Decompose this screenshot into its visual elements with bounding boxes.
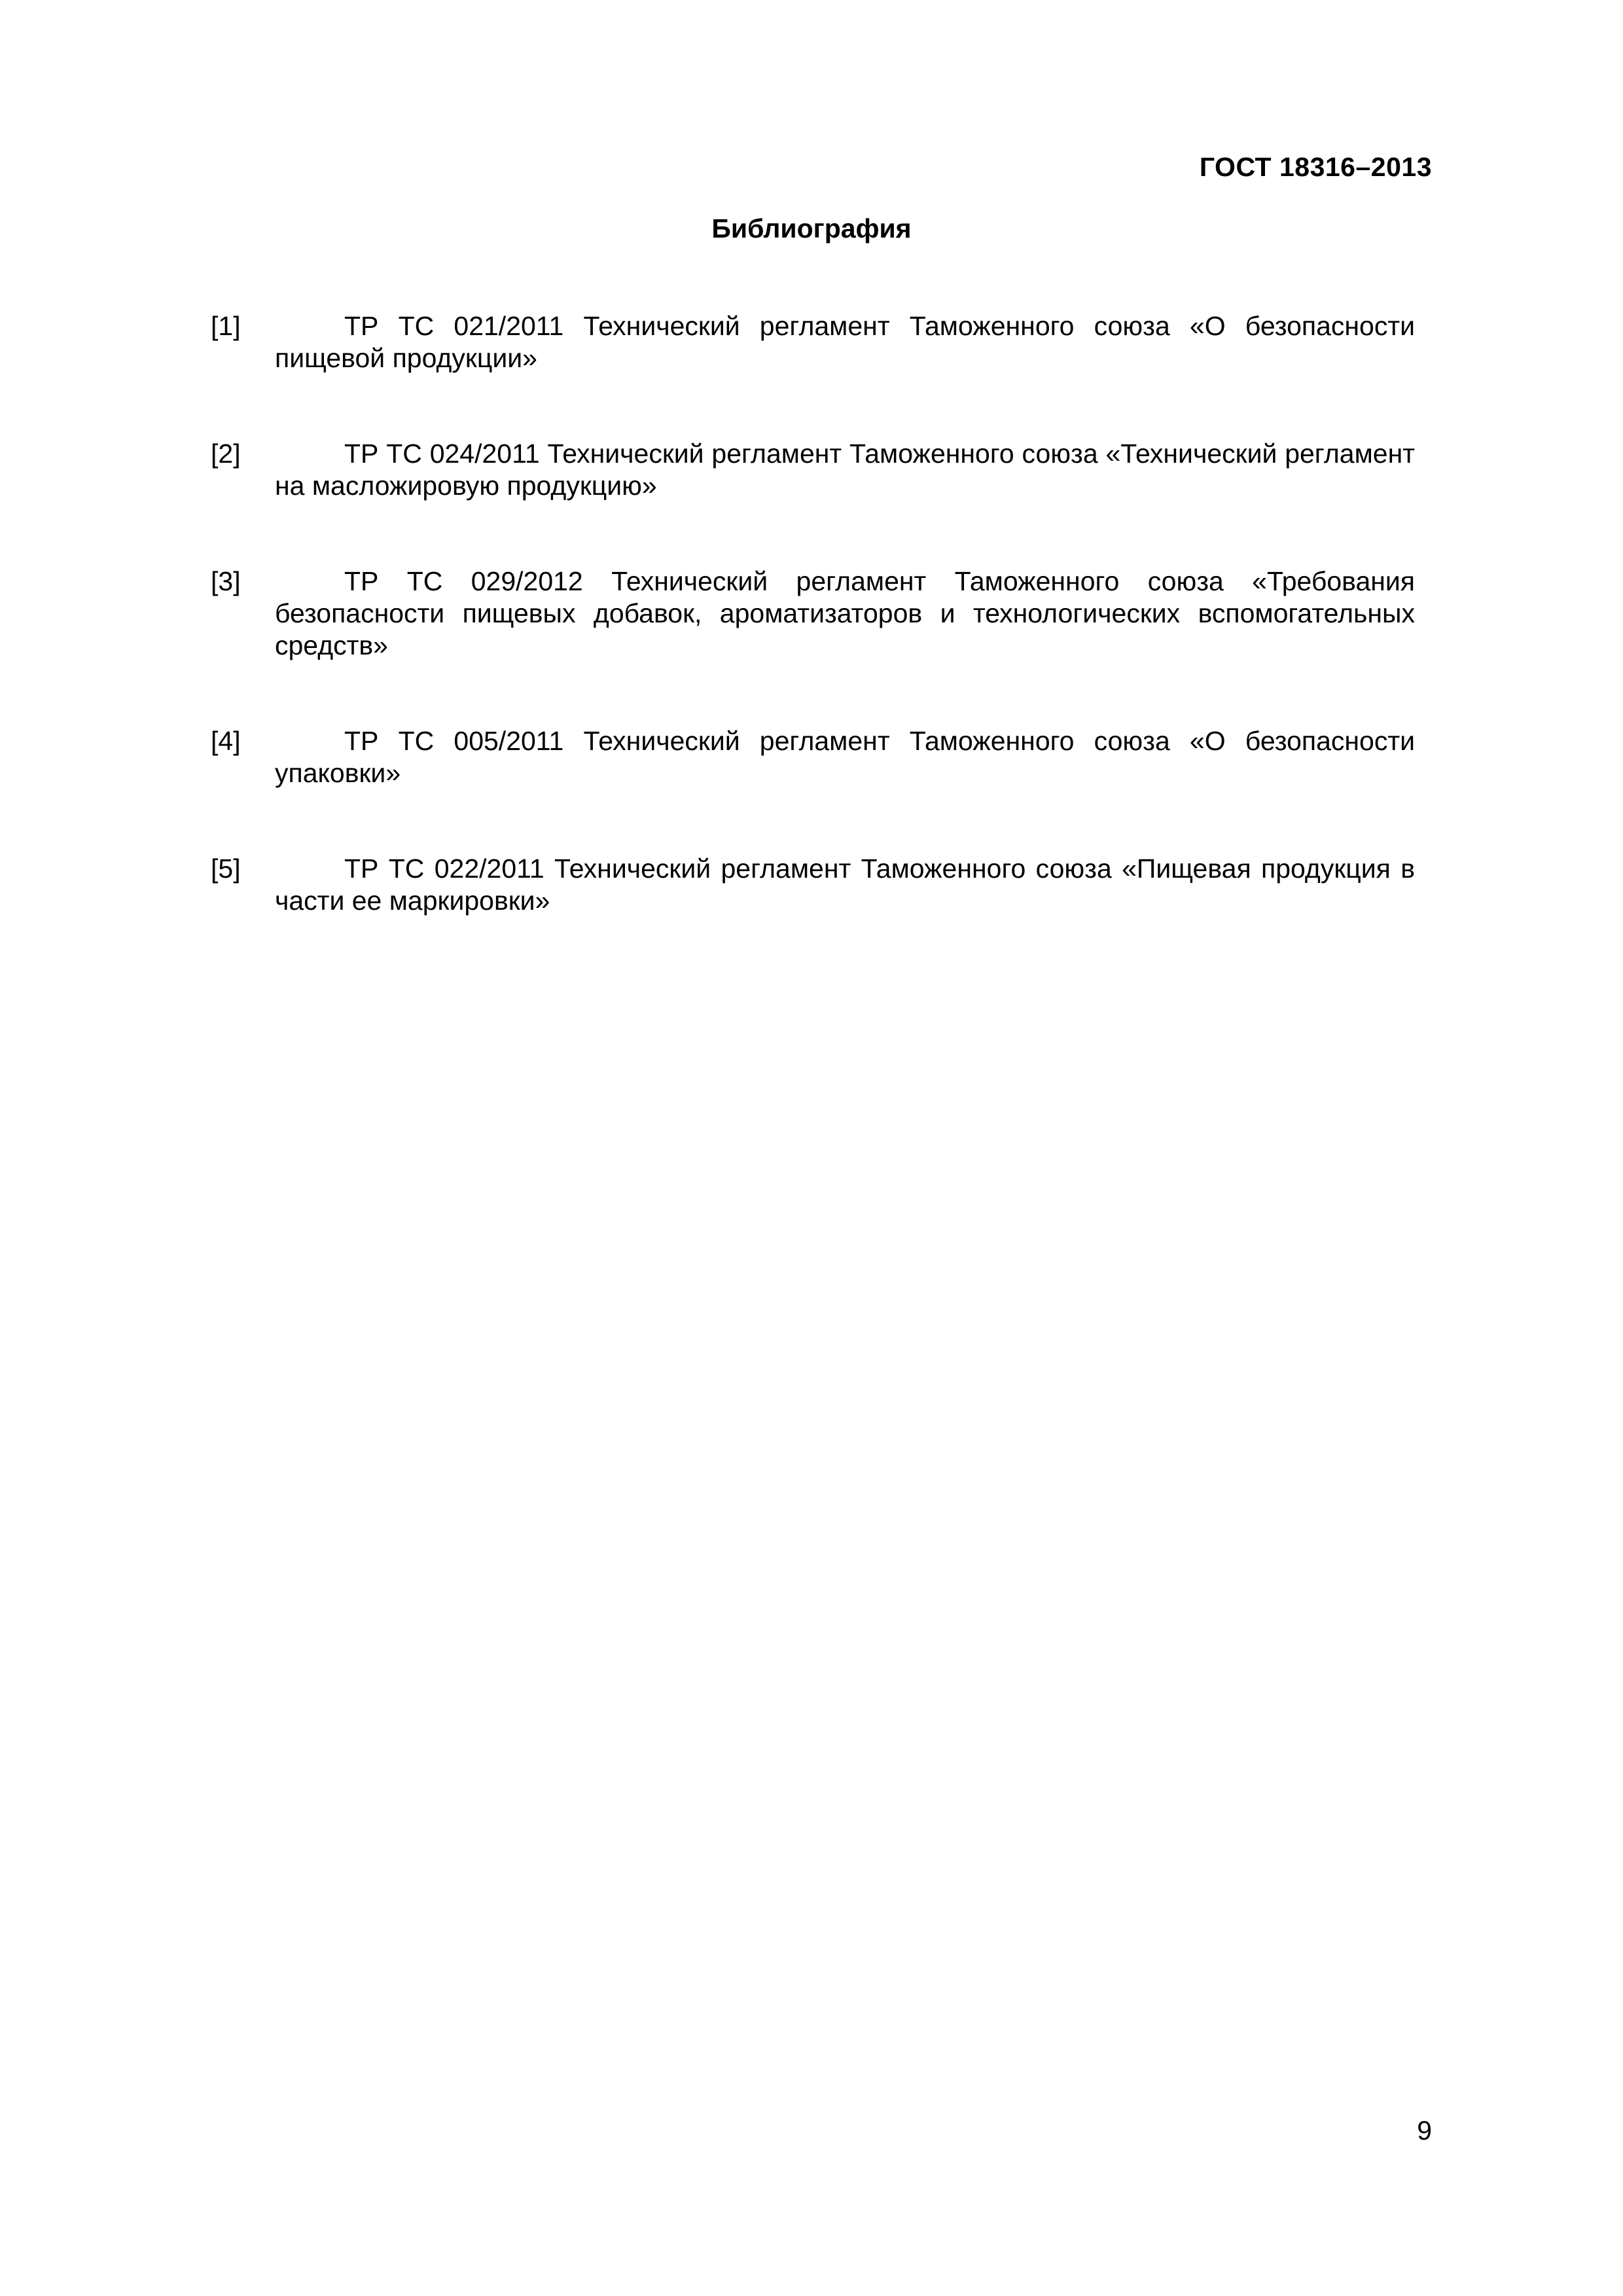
bibliography-list xyxy=(211,310,1415,980)
bibliography-item xyxy=(211,853,1415,917)
bibliography-item-number: [2] xyxy=(211,439,241,469)
page-title: Библиография xyxy=(711,213,912,243)
bibliography-item-text: ТР ТС 021/2011 Технический регламент Таможенного союза «О безопасности пищевой продукции» xyxy=(275,311,1415,373)
bibliography-item-text: ТР ТС 022/2011 Технический регламент Таможенного союза «Пищевая продукция в части ее маркировки» xyxy=(275,853,1415,916)
bibliography-item-number: [3] xyxy=(211,566,241,596)
page-number: 9 xyxy=(1417,2115,1432,2145)
bibliography-item-number: [5] xyxy=(211,853,241,884)
bibliography-item xyxy=(211,310,1415,374)
bibliography-item xyxy=(211,438,1415,502)
document-code: ГОСТ 18316–2013 xyxy=(1199,152,1432,182)
bibliography-item-number: [4] xyxy=(211,726,241,756)
bibliography-item-text: ТР ТС 024/2011 Технический регламент Таможенного союза «Технический регламент на масложировую продукцию» xyxy=(275,439,1415,501)
bibliography-item xyxy=(211,565,1415,662)
bibliography-item-text: ТР ТС 005/2011 Технический регламент Таможенного союза «О безопасности упаковки» xyxy=(275,726,1415,788)
bibliography-item-number: [1] xyxy=(211,311,241,341)
bibliography-item xyxy=(211,725,1415,789)
bibliography-item-text: ТР ТС 029/2012 Технический регламент Таможенного союза «Требования безопасности пищевых добавок, ароматизаторов и технологических вспомогательных средств» xyxy=(275,566,1415,660)
